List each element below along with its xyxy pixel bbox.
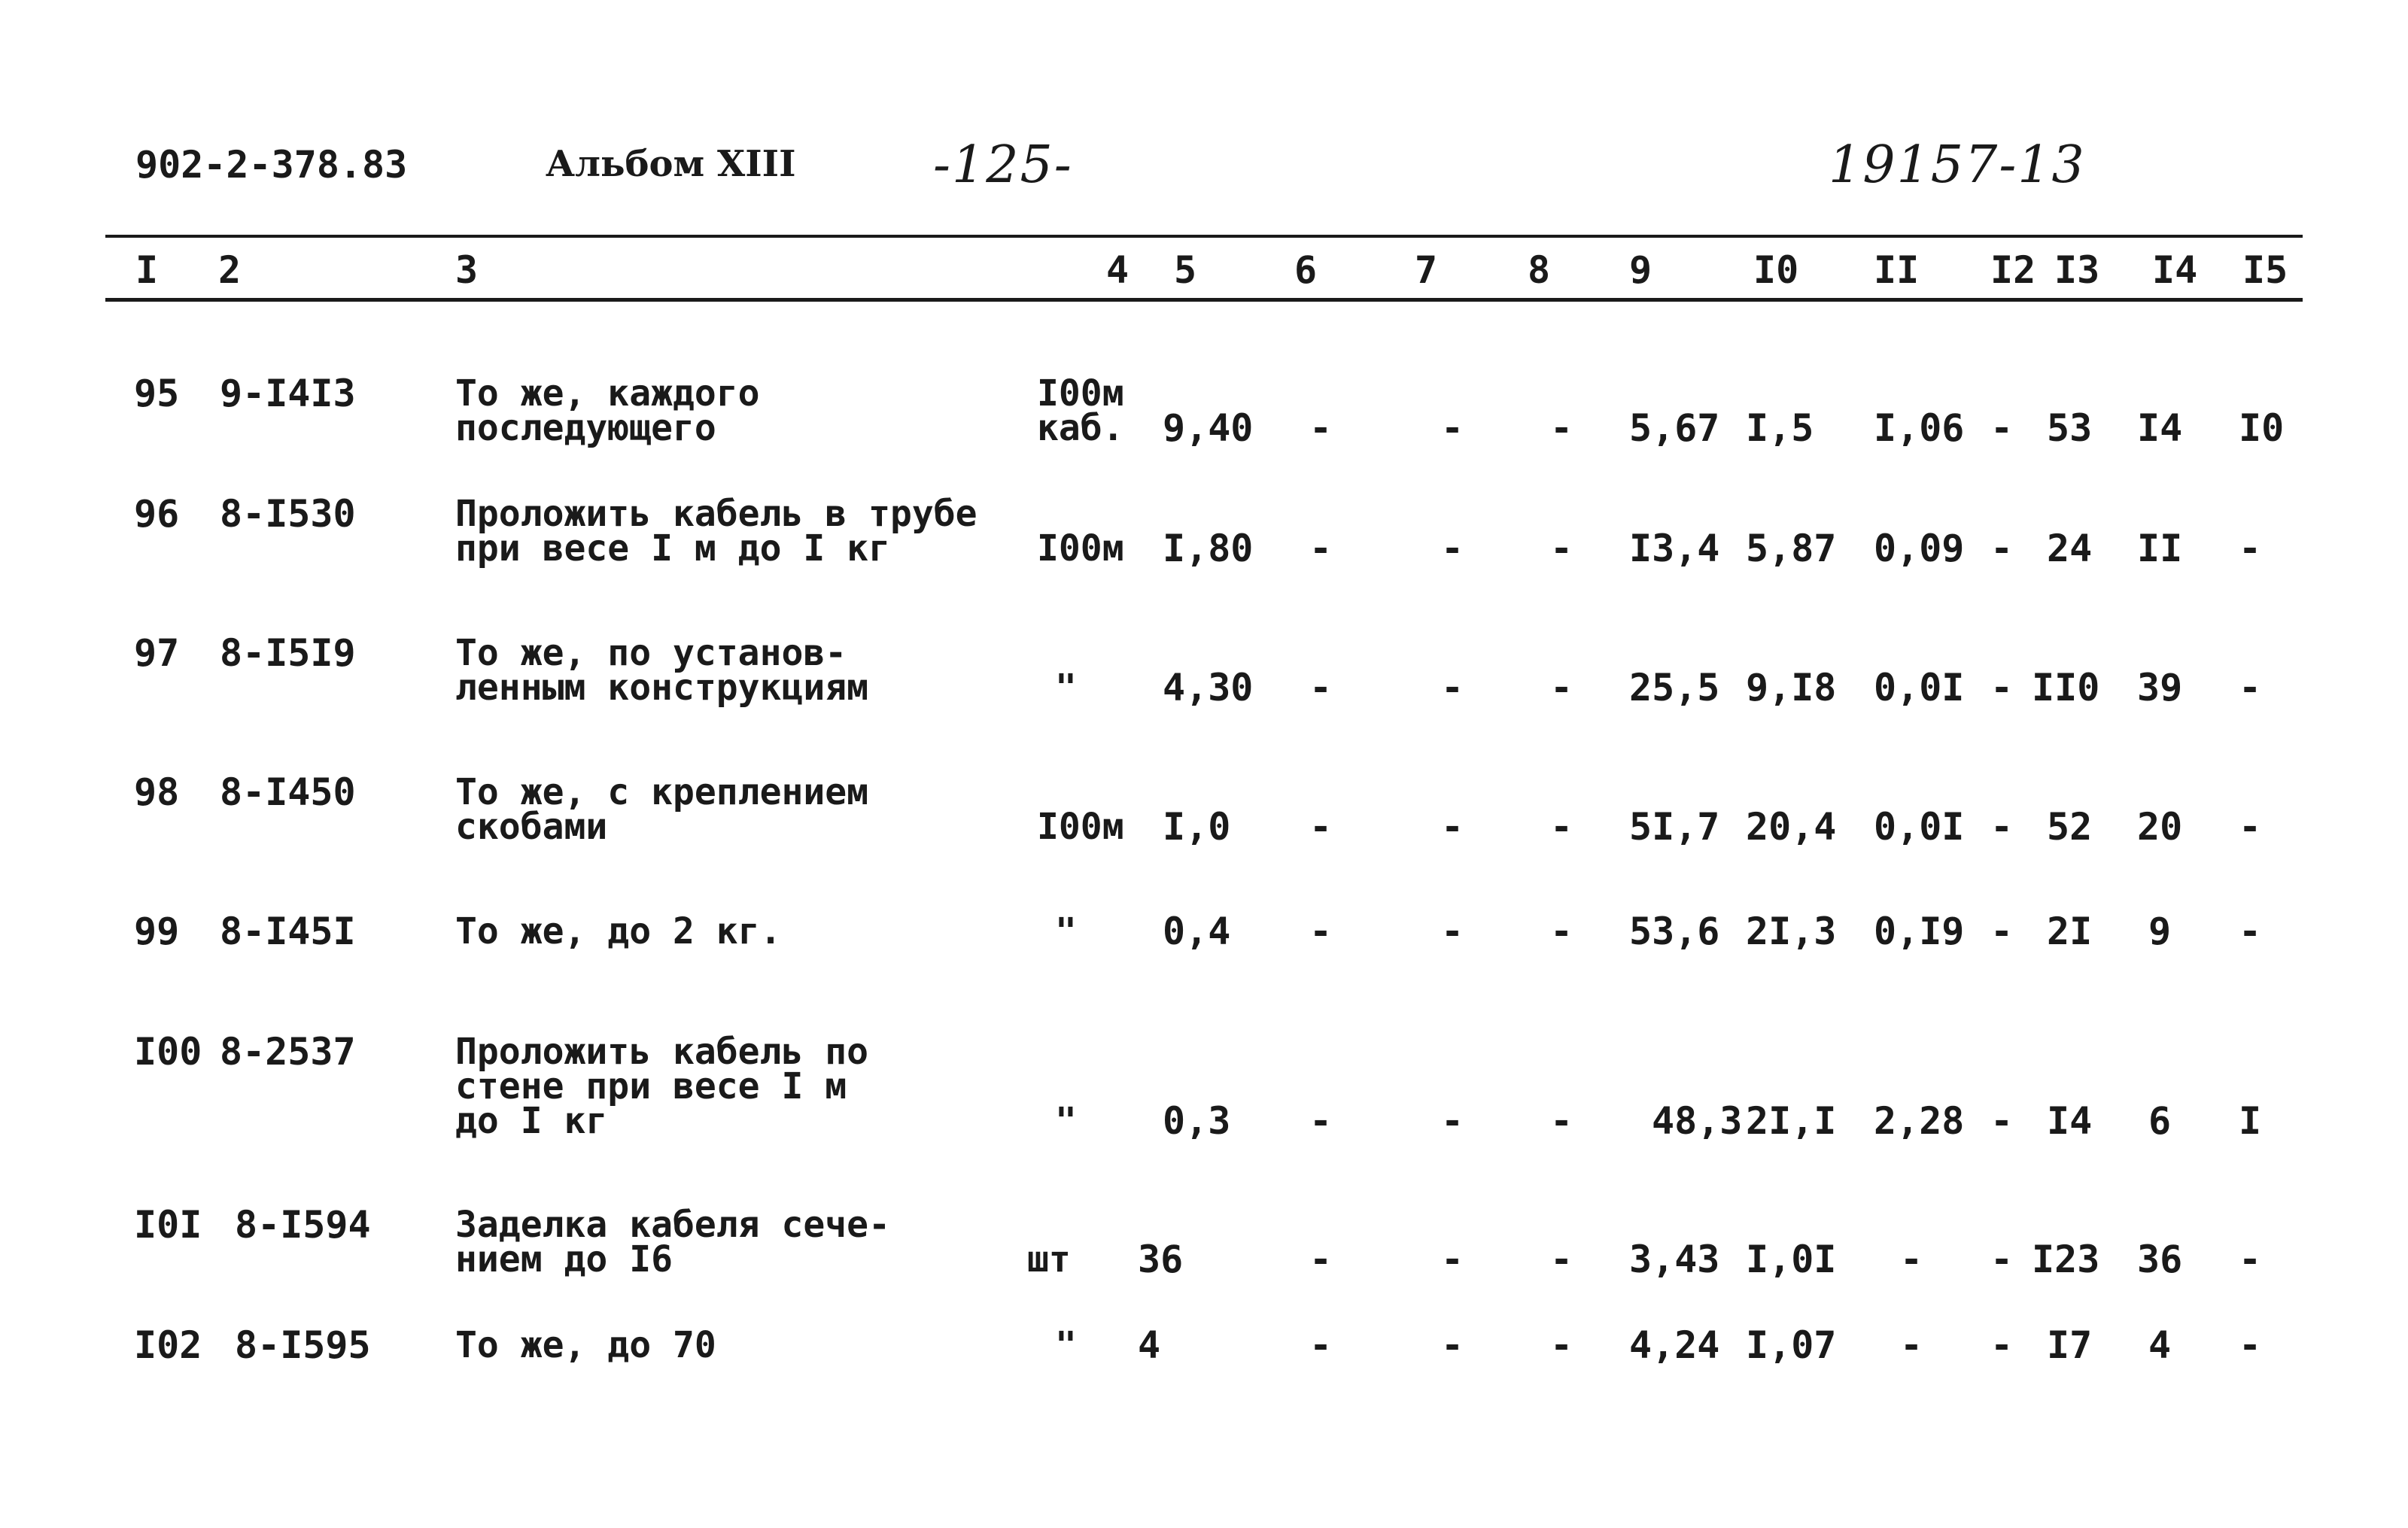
- row-description: Заделка кабеля сече-: [455, 1204, 890, 1246]
- col9-value: 4,24: [1629, 1323, 1720, 1367]
- col14-value: 39: [2137, 666, 2183, 709]
- col9-value: 5I,7: [1629, 805, 1720, 849]
- item-code: 8-I530: [220, 492, 356, 536]
- col6-value: -: [1309, 1099, 1333, 1143]
- row-description: То же, до 70: [455, 1324, 716, 1366]
- col7-value: -: [1441, 1099, 1464, 1143]
- album-label: Альбом XIII: [546, 143, 796, 185]
- row-number: 99: [134, 910, 180, 953]
- item-code: 9-I4I3: [220, 372, 356, 415]
- col10-value: 5,87: [1746, 527, 1837, 570]
- col11-value: -: [1900, 1238, 1923, 1281]
- quantity: I,80: [1163, 527, 1254, 570]
- col12-value: -: [1990, 1323, 2014, 1367]
- col10-value: 9,I8: [1746, 666, 1837, 709]
- col7-value: -: [1441, 805, 1464, 849]
- col12-value: -: [1990, 1238, 2014, 1281]
- col6-value: -: [1309, 1323, 1333, 1367]
- quantity: 4,30: [1163, 666, 1254, 709]
- unit-of-measure: ": [1055, 1100, 1077, 1142]
- header-bottom-rule: [105, 298, 2303, 302]
- col15-value: I: [2239, 1099, 2262, 1143]
- unit-of-measure: I00м: [1037, 372, 1124, 415]
- col12-value: -: [1990, 666, 2014, 709]
- col7-value: -: [1441, 666, 1464, 709]
- unit-of-measure: ": [1055, 1324, 1077, 1366]
- document-code: 902-2-378.83: [135, 143, 408, 187]
- row-number: 97: [134, 631, 180, 675]
- col13-value: 52: [2047, 805, 2093, 849]
- column-header-15: I5: [2242, 248, 2288, 292]
- column-header-6: 6: [1294, 248, 1318, 292]
- page-number: -125-: [933, 135, 1073, 195]
- col13-value: I4: [2047, 1099, 2093, 1143]
- row-description: То же, с креплением: [455, 771, 869, 813]
- col6-value: -: [1309, 1238, 1333, 1281]
- col6-value: -: [1309, 527, 1333, 570]
- col6-value: -: [1309, 910, 1333, 953]
- col13-value: I7: [2047, 1323, 2093, 1367]
- col7-value: -: [1441, 910, 1464, 953]
- column-header-9: 9: [1629, 248, 1652, 292]
- col15-value: -: [2239, 527, 2262, 570]
- col10-value: I,0I: [1746, 1238, 1837, 1281]
- row-description: при весе I м до I кг: [455, 527, 890, 570]
- col8-value: -: [1550, 527, 1573, 570]
- unit-of-measure: I00м: [1037, 806, 1124, 848]
- row-number: I00: [134, 1030, 202, 1074]
- column-header-14: I4: [2152, 248, 2198, 292]
- column-header-10: I0: [1753, 248, 1799, 292]
- column-header-11: II: [1874, 248, 1920, 292]
- col6-value: -: [1309, 805, 1333, 849]
- column-header-13: I3: [2054, 248, 2100, 292]
- col10-value: 20,4: [1746, 805, 1837, 849]
- column-header-3: 3: [455, 248, 479, 292]
- col9-value: 5,67: [1629, 406, 1720, 450]
- row-description: стене при весе I м: [455, 1065, 847, 1107]
- quantity: I,0: [1163, 805, 1231, 849]
- col7-value: -: [1441, 1323, 1464, 1367]
- col11-value: I,06: [1874, 406, 1965, 450]
- quantity: 4: [1138, 1323, 1161, 1367]
- col9-value: I3,4: [1629, 527, 1720, 570]
- col9-value: 53,6: [1629, 910, 1720, 953]
- col6-value: -: [1309, 666, 1333, 709]
- unit-of-measure: шт: [1027, 1238, 1071, 1280]
- column-header-2: 2: [218, 248, 242, 292]
- col9-value: 3,43: [1629, 1238, 1720, 1281]
- column-header-1: I: [135, 248, 159, 292]
- item-code: 8-I450: [220, 770, 356, 814]
- sheet-number: 19157-13: [1829, 135, 2086, 195]
- col10-value: 2I,3: [1746, 910, 1837, 953]
- col11-value: 2,28: [1874, 1099, 1965, 1143]
- item-code: 8-2537: [220, 1030, 356, 1074]
- col15-value: -: [2239, 1323, 2262, 1367]
- col14-value: 4: [2148, 1323, 2172, 1367]
- item-code: 8-I5I9: [220, 631, 356, 675]
- col8-value: -: [1550, 805, 1573, 849]
- column-header-4: 4: [1106, 248, 1130, 292]
- row-number: I02: [134, 1323, 202, 1367]
- row-description: То же, каждого: [455, 372, 760, 415]
- col6-value: -: [1309, 406, 1333, 450]
- column-header-7: 7: [1415, 248, 1438, 292]
- item-code: 8-I595: [235, 1323, 371, 1367]
- col15-value: -: [2239, 666, 2262, 709]
- col10-value: I,07: [1746, 1323, 1837, 1367]
- col8-value: -: [1550, 1323, 1573, 1367]
- col11-value: 0,I9: [1874, 910, 1965, 953]
- row-description: последующего: [455, 407, 716, 449]
- col9-value: 25,5: [1629, 666, 1720, 709]
- col12-value: -: [1990, 527, 2014, 570]
- column-header-5: 5: [1174, 248, 1197, 292]
- col10-value: 2I,I: [1746, 1099, 1837, 1143]
- col15-value: I0: [2239, 406, 2285, 450]
- row-description: до I кг: [455, 1100, 608, 1142]
- unit-of-measure: ": [1055, 910, 1077, 952]
- col13-value: 24: [2047, 527, 2093, 570]
- row-description: Проложить кабель по: [455, 1031, 869, 1073]
- row-number: 98: [134, 770, 180, 814]
- col11-value: -: [1900, 1323, 1923, 1367]
- header-top-rule: [105, 235, 2303, 238]
- quantity: 0,4: [1163, 910, 1231, 953]
- col8-value: -: [1550, 910, 1573, 953]
- row-number: 95: [134, 372, 180, 415]
- col8-value: -: [1550, 666, 1573, 709]
- row-description: скобами: [455, 806, 608, 848]
- col11-value: 0,0I: [1874, 805, 1965, 849]
- quantity: 0,3: [1163, 1099, 1231, 1143]
- col11-value: 0,09: [1874, 527, 1965, 570]
- col14-value: 20: [2137, 805, 2183, 849]
- col13-value: II0: [2032, 666, 2100, 709]
- col12-value: -: [1990, 805, 2014, 849]
- row-description: То же, до 2 кг.: [455, 910, 782, 952]
- col13-value: 53: [2047, 406, 2093, 450]
- row-description: нием до I6: [455, 1238, 673, 1280]
- col11-value: 0,0I: [1874, 666, 1965, 709]
- col15-value: -: [2239, 910, 2262, 953]
- col8-value: -: [1550, 1099, 1573, 1143]
- col14-value: I4: [2137, 406, 2183, 450]
- col14-value: II: [2137, 527, 2183, 570]
- col14-value: 36: [2137, 1238, 2183, 1281]
- col15-value: -: [2239, 805, 2262, 849]
- col10-value: I,5: [1746, 406, 1814, 450]
- row-number: 96: [134, 492, 180, 536]
- unit-of-measure: ": [1055, 667, 1077, 709]
- row-description: Проложить кабель в трубе: [455, 493, 977, 535]
- row-description: ленным конструкциям: [455, 667, 869, 709]
- col15-value: -: [2239, 1238, 2262, 1281]
- col12-value: -: [1990, 910, 2014, 953]
- column-header-8: 8: [1528, 248, 1551, 292]
- row-number: I0I: [134, 1203, 202, 1247]
- quantity: 9,40: [1163, 406, 1254, 450]
- col12-value: -: [1990, 1099, 2014, 1143]
- col13-value: I23: [2032, 1238, 2100, 1281]
- col14-value: 9: [2148, 910, 2172, 953]
- row-description: То же, по установ-: [455, 632, 847, 674]
- col14-value: 6: [2148, 1099, 2172, 1143]
- col9-value: 48,3: [1652, 1099, 1743, 1143]
- item-code: 8-I594: [235, 1203, 371, 1247]
- col12-value: -: [1990, 406, 2014, 450]
- col8-value: -: [1550, 406, 1573, 450]
- col8-value: -: [1550, 1238, 1573, 1281]
- unit-of-measure: I00м: [1037, 527, 1124, 570]
- col7-value: -: [1441, 1238, 1464, 1281]
- item-code: 8-I45I: [220, 910, 356, 953]
- unit-of-measure: каб.: [1037, 407, 1124, 449]
- column-header-12: I2: [1990, 248, 2036, 292]
- col7-value: -: [1441, 527, 1464, 570]
- quantity: 36: [1138, 1238, 1184, 1281]
- col13-value: 2I: [2047, 910, 2093, 953]
- col7-value: -: [1441, 406, 1464, 450]
